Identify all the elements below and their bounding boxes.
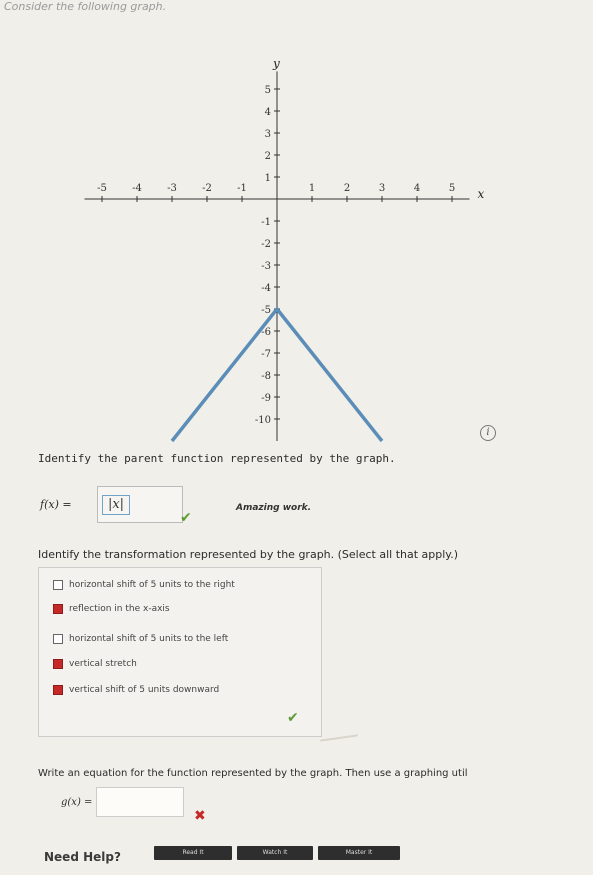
divider — [320, 734, 358, 741]
option-label: horizontal shift of 5 units to the left — [69, 634, 229, 644]
options-panel — [38, 567, 322, 737]
y-tick-label: -5 — [261, 305, 271, 316]
x-tick-label: -1 — [237, 183, 247, 194]
checkbox[interactable] — [53, 685, 63, 695]
y-tick-label: -7 — [261, 349, 271, 360]
x-tick-label: -5 — [97, 183, 107, 194]
x-tick-label: 4 — [413, 183, 421, 194]
option-label: vertical shift of 5 units downward — [69, 685, 220, 695]
watch-it-button[interactable]: Watch It — [237, 846, 313, 860]
option-label: reflection in the x-axis — [69, 604, 170, 614]
option-label: horizontal shift of 5 units to the right — [69, 580, 235, 590]
y-tick-label: -8 — [261, 371, 271, 382]
y-tick-label: -6 — [261, 327, 271, 338]
x-tick-label: 1 — [308, 183, 316, 194]
f-label: f(x) = — [40, 498, 72, 511]
y-tick-label: 2 — [264, 151, 271, 162]
option-row[interactable] — [53, 580, 235, 590]
y-tick-label: -10 — [254, 415, 271, 426]
option-row[interactable] — [53, 659, 137, 669]
y-tick-label: -4 — [261, 283, 271, 294]
y-tick-label: -3 — [261, 261, 271, 272]
graph — [80, 36, 500, 444]
answer-input-fx[interactable]: |x| — [102, 495, 130, 515]
feedback-text: Amazing work. — [236, 503, 312, 513]
read-it-button[interactable]: Read It — [154, 846, 232, 860]
checkbox[interactable] — [53, 580, 63, 590]
answer-box-fx[interactable] — [97, 486, 183, 523]
y-tick-label: 5 — [264, 85, 271, 96]
g-label: g(x) = — [61, 797, 93, 808]
option-row[interactable] — [53, 634, 228, 644]
question2-prompt: Identify the transformation represented by the graph. (Select all that apply.) — [38, 548, 459, 561]
x-tick-label: 3 — [378, 183, 386, 194]
option-label: vertical stretch — [69, 659, 137, 669]
y-tick-label: -9 — [261, 393, 271, 404]
y-tick-label: 3 — [264, 129, 271, 140]
question3-prompt: Write an equation for the function represented by the graph. Then use a graphing util — [38, 768, 468, 779]
master-it-button[interactable]: Master It — [318, 846, 400, 860]
checkbox[interactable] — [53, 604, 63, 614]
x-tick-label: 2 — [343, 183, 351, 194]
x-axis-label: x — [477, 187, 485, 201]
y-tick-label: -1 — [261, 217, 271, 228]
checkbox[interactable] — [53, 634, 63, 644]
y-axis-label: y — [273, 56, 280, 71]
checkbox[interactable] — [53, 659, 63, 669]
y-tick-label: -2 — [261, 239, 271, 250]
x-tick-label: 5 — [448, 183, 456, 194]
option-row[interactable] — [53, 685, 219, 695]
intro-text: Consider the following graph. — [4, 0, 167, 13]
y-tick-label: 1 — [264, 173, 271, 184]
check-icon: ✔ — [180, 510, 192, 526]
x-tick-label: -2 — [202, 183, 212, 194]
check-icon: ✔ — [287, 710, 299, 726]
wrong-icon: ✖ — [194, 808, 206, 824]
need-help-label: Need Help? — [44, 850, 121, 864]
option-row[interactable] — [53, 604, 170, 614]
info-icon[interactable]: i — [480, 425, 496, 441]
question1-prompt: Identify the parent function represented by the graph. — [38, 452, 396, 465]
x-tick-label: -4 — [132, 183, 142, 194]
answer-input-gx[interactable] — [96, 787, 184, 817]
y-tick-label: 4 — [264, 107, 271, 118]
x-tick-label: -3 — [167, 183, 177, 194]
